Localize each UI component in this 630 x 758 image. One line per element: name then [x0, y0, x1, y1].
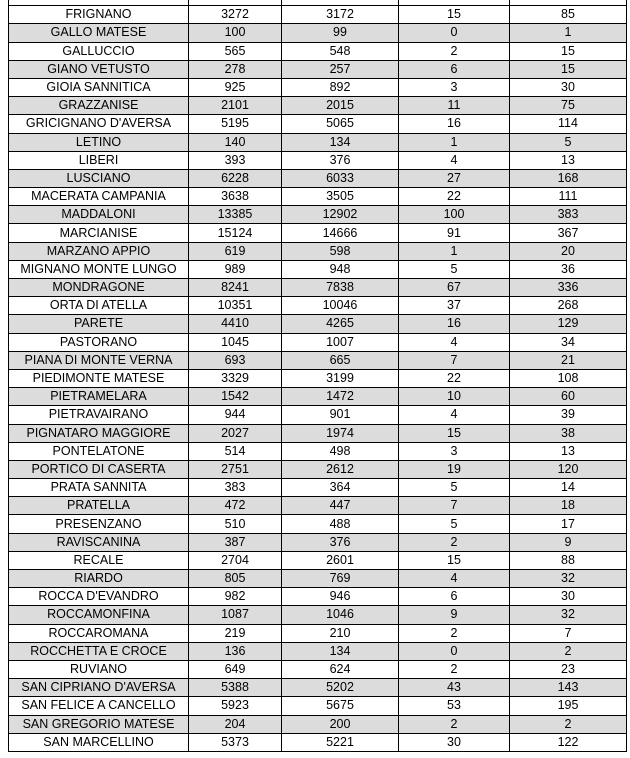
- cell-name: PONTELATONE: [9, 442, 189, 460]
- cell-name: GALLO MATESE: [9, 24, 189, 42]
- cell-value-4: 36: [510, 260, 627, 278]
- cell-name: FRIGNANO: [9, 6, 189, 24]
- cell-value-2: 5202: [282, 679, 399, 697]
- table-row: [9, 588, 627, 606]
- cell-value-4: 367: [510, 224, 627, 242]
- cell-value-4: 268: [510, 297, 627, 315]
- cell-value-2: 488: [282, 515, 399, 533]
- cell-value-3: 67: [399, 279, 510, 297]
- cell-value-4: 18: [510, 497, 627, 515]
- cell-value-1: 805: [189, 570, 282, 588]
- table-row: [9, 279, 627, 297]
- cell-value-3: 6: [399, 588, 510, 606]
- table-row: [9, 260, 627, 278]
- table-row: [9, 224, 627, 242]
- cell-name: SAN CIPRIANO D'AVERSA: [9, 679, 189, 697]
- cell-value-2: 14666: [282, 224, 399, 242]
- cell-value-3: 3: [399, 442, 510, 460]
- table-row: [9, 151, 627, 169]
- table-row: [9, 169, 627, 187]
- cell-value-1: 2101: [189, 97, 282, 115]
- cell-value-4: 13: [510, 442, 627, 460]
- cell-value-2: 5221: [282, 733, 399, 751]
- cell-value-2: 946: [282, 588, 399, 606]
- cell-value-1: 989: [189, 260, 282, 278]
- cell-name: ROCCA D'EVANDRO: [9, 588, 189, 606]
- cell-name: MIGNANO MONTE LUNGO: [9, 260, 189, 278]
- cell-value-3: 3: [399, 78, 510, 96]
- cell-value-1: 5373: [189, 733, 282, 751]
- cell-value-2: 134: [282, 642, 399, 660]
- table-row: [9, 97, 627, 115]
- cell-name: MACERATA CAMPANIA: [9, 188, 189, 206]
- cell-value-1: 5195: [189, 115, 282, 133]
- cell-value-1: 136: [189, 642, 282, 660]
- cell-name: PRATELLA: [9, 497, 189, 515]
- cell-value-3: 4: [399, 151, 510, 169]
- cell-name: RECALE: [9, 551, 189, 569]
- cell-name: LUSCIANO: [9, 169, 189, 187]
- cell-name: LIBERI: [9, 151, 189, 169]
- table-row: [9, 6, 627, 24]
- cell-value-3: 4: [399, 406, 510, 424]
- cell-value-4: 13: [510, 151, 627, 169]
- cell-value-3: 7: [399, 351, 510, 369]
- cell-value-3: 37: [399, 297, 510, 315]
- cell-value-4: 21: [510, 351, 627, 369]
- cell-value-4: 129: [510, 315, 627, 333]
- cell-value-2: 2601: [282, 551, 399, 569]
- cell-value-2: 3199: [282, 369, 399, 387]
- cell-value-1: 393: [189, 151, 282, 169]
- cell-value-1: 510: [189, 515, 282, 533]
- cell-value-1: 925: [189, 78, 282, 96]
- cell-value-4: 2: [510, 642, 627, 660]
- cell-value-3: 1: [399, 242, 510, 260]
- cell-value-2: 5675: [282, 697, 399, 715]
- cell-value-1: 3638: [189, 188, 282, 206]
- cell-value-3: 6: [399, 60, 510, 78]
- cell-value-4: 30: [510, 588, 627, 606]
- cell-value-4: 20: [510, 242, 627, 260]
- cell-value-3: 2: [399, 624, 510, 642]
- cell-value-1: 140: [189, 133, 282, 151]
- cell-name: MARCIANISE: [9, 224, 189, 242]
- cell-value-4: 114: [510, 115, 627, 133]
- table-row: [9, 315, 627, 333]
- cell-value-1: 944: [189, 406, 282, 424]
- table-row: [9, 115, 627, 133]
- cell-value-3: 100: [399, 206, 510, 224]
- cell-value-2: 2612: [282, 460, 399, 478]
- cell-value-3: 22: [399, 188, 510, 206]
- cell-value-1: 10351: [189, 297, 282, 315]
- cell-value-2: 7838: [282, 279, 399, 297]
- cell-value-1: 1542: [189, 388, 282, 406]
- cell-value-3: 22: [399, 369, 510, 387]
- cell-value-1: 383: [189, 479, 282, 497]
- cell-value-2: 3505: [282, 188, 399, 206]
- table-row: [9, 369, 627, 387]
- table-row: [9, 515, 627, 533]
- cell-value-1: 3329: [189, 369, 282, 387]
- cell-value-2: 12902: [282, 206, 399, 224]
- cell-value-3: 2: [399, 660, 510, 678]
- cell-value-2: 364: [282, 479, 399, 497]
- cell-name: PORTICO DI CASERTA: [9, 460, 189, 478]
- cell-name: PIETRAMELARA: [9, 388, 189, 406]
- table-row: [9, 351, 627, 369]
- cell-value-4: 15: [510, 42, 627, 60]
- cell-name: PRATA SANNITA: [9, 479, 189, 497]
- cell-value-2: 1472: [282, 388, 399, 406]
- cell-value-4: 122: [510, 733, 627, 751]
- cell-value-1: 100: [189, 24, 282, 42]
- cell-value-2: 5065: [282, 115, 399, 133]
- cell-value-3: 16: [399, 115, 510, 133]
- cell-value-3: 30: [399, 733, 510, 751]
- cell-value-2: 3172: [282, 6, 399, 24]
- cell-name: ROCCAMONFINA: [9, 606, 189, 624]
- cell-value-4: 120: [510, 460, 627, 478]
- table-body: [9, 0, 627, 751]
- cell-name: PIETRAVAIRANO: [9, 406, 189, 424]
- cell-value-3: 2: [399, 715, 510, 733]
- cell-value-4: 15: [510, 60, 627, 78]
- cell-value-3: 53: [399, 697, 510, 715]
- cell-value-1: 387: [189, 533, 282, 551]
- cell-value-3: 27: [399, 169, 510, 187]
- cell-name: MONDRAGONE: [9, 279, 189, 297]
- cell-value-3: 15: [399, 424, 510, 442]
- cell-value-1: 2027: [189, 424, 282, 442]
- cell-value-3: 0: [399, 642, 510, 660]
- cell-value-1: 219: [189, 624, 282, 642]
- cell-value-2: 665: [282, 351, 399, 369]
- cell-value-1: 1045: [189, 333, 282, 351]
- table-row: [9, 624, 627, 642]
- table-row: [9, 697, 627, 715]
- cell-name: ROCCHETTA E CROCE: [9, 642, 189, 660]
- cell-value-2: 6033: [282, 169, 399, 187]
- cell-value-1: 2751: [189, 460, 282, 478]
- cell-value-4: 14: [510, 479, 627, 497]
- cell-value-3: 2: [399, 533, 510, 551]
- cell-name: RUVIANO: [9, 660, 189, 678]
- cell-value-1: 8241: [189, 279, 282, 297]
- table-row: [9, 133, 627, 151]
- cell-value-4: 143: [510, 679, 627, 697]
- cell-value-3: 5: [399, 260, 510, 278]
- cell-value-2: 210: [282, 624, 399, 642]
- cell-value-1: 1087: [189, 606, 282, 624]
- cell-value-3: 10: [399, 388, 510, 406]
- cell-value-1: 5923: [189, 697, 282, 715]
- cell-name: MADDALONI: [9, 206, 189, 224]
- table-row: [9, 333, 627, 351]
- cell-value-4: 2: [510, 715, 627, 733]
- cell-value-1: 982: [189, 588, 282, 606]
- cell-name: SAN GREGORIO MATESE: [9, 715, 189, 733]
- table-row: [9, 551, 627, 569]
- cell-name: GRICIGNANO D'AVERSA: [9, 115, 189, 133]
- cell-value-1: 5388: [189, 679, 282, 697]
- cell-value-2: 892: [282, 78, 399, 96]
- cell-name: MARZANO APPIO: [9, 242, 189, 260]
- table-row: [9, 78, 627, 96]
- cell-value-2: 10046: [282, 297, 399, 315]
- table-row: [9, 60, 627, 78]
- cell-value-1: 649: [189, 660, 282, 678]
- cell-name: ROCCAROMANA: [9, 624, 189, 642]
- cell-value-4: 88: [510, 551, 627, 569]
- cell-value-2: 901: [282, 406, 399, 424]
- cell-value-3: 9: [399, 606, 510, 624]
- cell-value-3: 15: [399, 551, 510, 569]
- cell-value-3: 2: [399, 42, 510, 60]
- table-row: [9, 460, 627, 478]
- cell-value-3: 1: [399, 133, 510, 151]
- cell-value-4: 39: [510, 406, 627, 424]
- cell-name: ORTA DI ATELLA: [9, 297, 189, 315]
- cell-value-2: 447: [282, 497, 399, 515]
- cell-value-1: 4410: [189, 315, 282, 333]
- cell-value-2: 948: [282, 260, 399, 278]
- table-row: [9, 533, 627, 551]
- cell-value-4: 23: [510, 660, 627, 678]
- cell-value-4: 111: [510, 188, 627, 206]
- cell-value-4: 7: [510, 624, 627, 642]
- cell-name: GIOIA SANNITICA: [9, 78, 189, 96]
- cell-name: PARETE: [9, 315, 189, 333]
- cell-value-2: 99: [282, 24, 399, 42]
- cell-value-2: 598: [282, 242, 399, 260]
- cell-name: GIANO VETUSTO: [9, 60, 189, 78]
- cell-name: PIGNATARO MAGGIORE: [9, 424, 189, 442]
- cell-value-4: 9: [510, 533, 627, 551]
- table-row: [9, 242, 627, 260]
- cell-value-3: 91: [399, 224, 510, 242]
- cell-value-2: 1046: [282, 606, 399, 624]
- cell-name: PIEDIMONTE MATESE: [9, 369, 189, 387]
- table-row: [9, 24, 627, 42]
- cell-value-4: 383: [510, 206, 627, 224]
- table-row: [9, 297, 627, 315]
- cell-value-1: 693: [189, 351, 282, 369]
- cell-name: SAN MARCELLINO: [9, 733, 189, 751]
- cell-value-1: 619: [189, 242, 282, 260]
- cell-name: SAN FELICE A CANCELLO: [9, 697, 189, 715]
- cell-value-4: 195: [510, 697, 627, 715]
- cell-name: GALLUCCIO: [9, 42, 189, 60]
- cell-value-2: 548: [282, 42, 399, 60]
- cell-name: RAVISCANINA: [9, 533, 189, 551]
- cell-value-1: 472: [189, 497, 282, 515]
- cell-value-1: 6228: [189, 169, 282, 187]
- cell-value-1: 15124: [189, 224, 282, 242]
- cell-value-4: 32: [510, 606, 627, 624]
- cell-value-1: 13385: [189, 206, 282, 224]
- cell-value-2: 624: [282, 660, 399, 678]
- data-table: [8, 0, 627, 752]
- cell-value-4: 5: [510, 133, 627, 151]
- table-row: [9, 424, 627, 442]
- cell-value-3: 5: [399, 479, 510, 497]
- cell-value-2: 2015: [282, 97, 399, 115]
- cell-name: LETINO: [9, 133, 189, 151]
- cell-name: PASTORANO: [9, 333, 189, 351]
- cell-value-4: 336: [510, 279, 627, 297]
- table-row: [9, 497, 627, 515]
- cell-value-4: 85: [510, 6, 627, 24]
- cell-value-4: 17: [510, 515, 627, 533]
- cell-value-2: 257: [282, 60, 399, 78]
- table-row: [9, 42, 627, 60]
- table-row: [9, 570, 627, 588]
- cell-name: PIANA DI MONTE VERNA: [9, 351, 189, 369]
- cell-name: RIARDO: [9, 570, 189, 588]
- cell-value-4: 108: [510, 369, 627, 387]
- cell-value-1: 565: [189, 42, 282, 60]
- table-row: [9, 188, 627, 206]
- table-row: [9, 606, 627, 624]
- table-row: [9, 442, 627, 460]
- cell-value-3: 4: [399, 570, 510, 588]
- cell-value-1: 3272: [189, 6, 282, 24]
- cell-value-1: 2704: [189, 551, 282, 569]
- cell-value-3: 43: [399, 679, 510, 697]
- cell-value-1: 204: [189, 715, 282, 733]
- cell-value-1: 278: [189, 60, 282, 78]
- cell-value-2: 134: [282, 133, 399, 151]
- cell-value-2: 200: [282, 715, 399, 733]
- cell-value-2: 376: [282, 151, 399, 169]
- cell-value-4: 168: [510, 169, 627, 187]
- cell-value-2: 376: [282, 533, 399, 551]
- cell-value-3: 5: [399, 515, 510, 533]
- table-row: [9, 388, 627, 406]
- cell-value-4: 32: [510, 570, 627, 588]
- cell-value-3: 11: [399, 97, 510, 115]
- cell-value-3: 19: [399, 460, 510, 478]
- cell-value-4: 60: [510, 388, 627, 406]
- cell-value-1: 514: [189, 442, 282, 460]
- cell-value-4: 30: [510, 78, 627, 96]
- table-row: [9, 733, 627, 751]
- cell-value-3: 15: [399, 6, 510, 24]
- cell-value-2: 769: [282, 570, 399, 588]
- cell-value-2: 4265: [282, 315, 399, 333]
- table-row: [9, 660, 627, 678]
- cell-name: GRAZZANISE: [9, 97, 189, 115]
- cell-value-2: 1007: [282, 333, 399, 351]
- cell-value-3: 16: [399, 315, 510, 333]
- cell-value-3: 4: [399, 333, 510, 351]
- cell-name: PRESENZANO: [9, 515, 189, 533]
- table-row: [9, 679, 627, 697]
- table-row: [9, 715, 627, 733]
- cell-value-4: 34: [510, 333, 627, 351]
- cell-value-2: 498: [282, 442, 399, 460]
- cell-value-4: 1: [510, 24, 627, 42]
- cell-value-2: 1974: [282, 424, 399, 442]
- table-row: [9, 406, 627, 424]
- cell-value-3: 0: [399, 24, 510, 42]
- table-row: [9, 479, 627, 497]
- cell-value-4: 38: [510, 424, 627, 442]
- table-row: [9, 642, 627, 660]
- cell-value-4: 75: [510, 97, 627, 115]
- cell-value-3: 7: [399, 497, 510, 515]
- table-row: [9, 206, 627, 224]
